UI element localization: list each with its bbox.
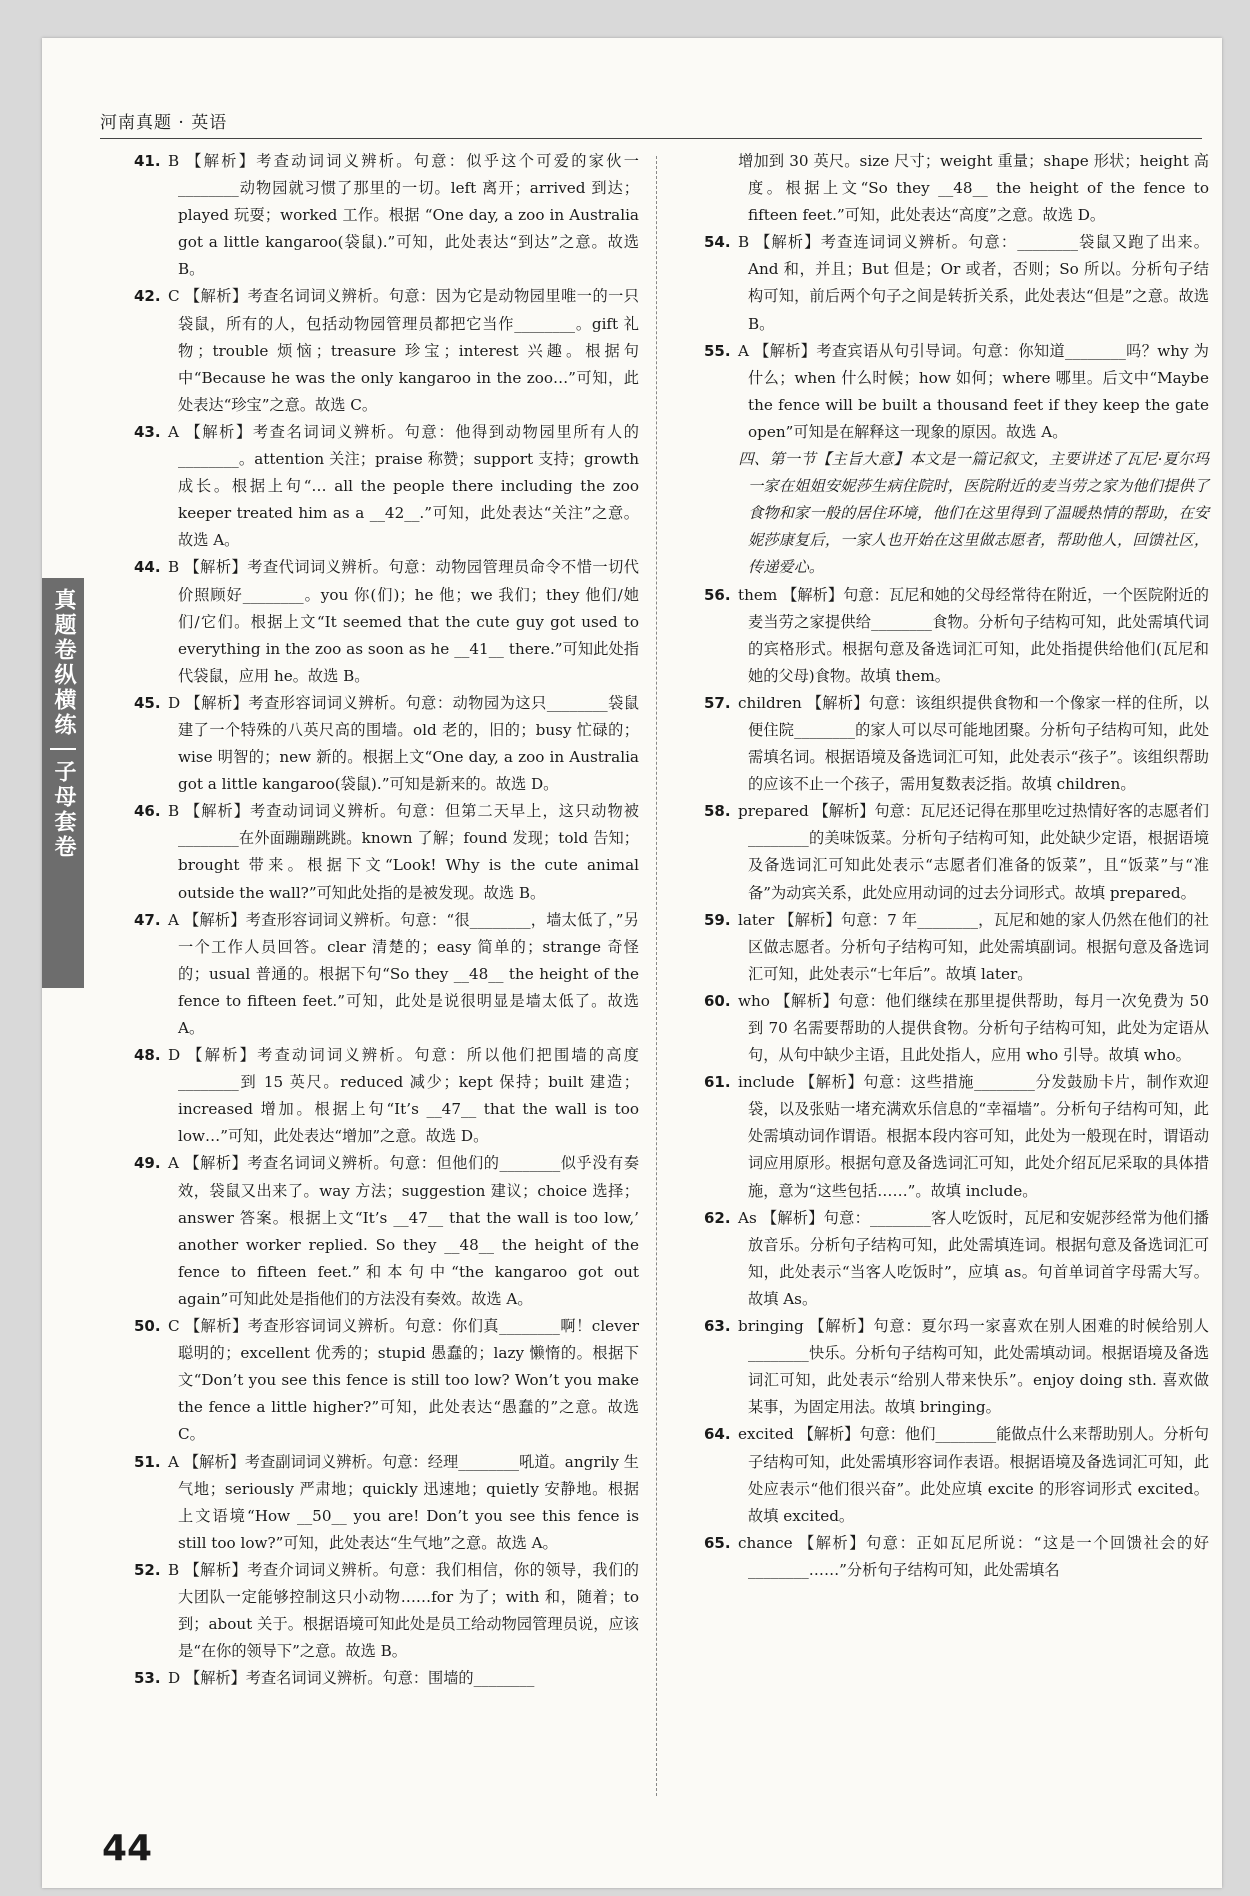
page-header: 河南真题 · 英语 (100, 113, 228, 133)
answer-item (134, 907, 639, 1042)
question-number: 52. (134, 1560, 161, 1579)
answer-text: them 【解析】句意：瓦尼和她的父母经常待在附近，一个医院附近的麦当劳之家提供给________食物。分析句子结构可知，此处需填代词的宾格形式。根据句意及备选词汇可知，此处指提供给他们(瓦尼和她的父母)食物。故填 them。 (738, 585, 1209, 685)
answer-item (134, 1042, 639, 1150)
question-number: 53. (134, 1669, 161, 1688)
answer-item (134, 419, 639, 554)
answer-text: B 【解析】考查连词词义辨析。句意：________袋鼠又跑了出来。And 和，并且；But 但是；Or 或者，否则；So 所以。分析句子结构可知，前后两个句子之间是转折关系，此处表达“但是”之意。故选 B。 (738, 233, 1209, 333)
answer-item (704, 1205, 1209, 1313)
side-tab (42, 578, 84, 988)
question-number: 62. (704, 1208, 731, 1227)
question-number: 42. (134, 287, 161, 306)
question-number: 63. (704, 1317, 731, 1336)
answer-item (704, 1069, 1209, 1204)
answer-text: D 【解析】考查名词词义辨析。句意：围墙的________ (168, 1669, 535, 1688)
answer-item (704, 988, 1209, 1069)
answer-text: A 【解析】考查宾语从句引导词。句意：你知道________吗？why 为什么；when 什么时候；how 如何；where 哪里。后文中“Maybe the fence will be built a thousand feet if they keep the gate open”可知是在解释这一现象的原因。故选 A。 (738, 341, 1209, 441)
header-rule (100, 138, 1202, 139)
answer-item (704, 148, 1209, 229)
column-divider (656, 156, 657, 1796)
question-number: 46. (134, 802, 161, 821)
page (42, 38, 1222, 1888)
answer-item (704, 229, 1209, 337)
answer-item (134, 798, 639, 906)
section-summary-text: 四、第一节【主旨大意】本文是一篇记叙文，主要讲述了瓦尼·夏尔玛一家在姐姐安妮莎生病住院时，医院附近的麦当劳之家为他们提供了食物和家一般的居住环境，他们在这里得到了温暖热情的帮助，在安妮莎康复后，一家人也开始在这里做志愿者，帮助他人，回馈社区，传递爱心。 (738, 450, 1209, 577)
answer-text: C 【解析】考查形容词词义辨析。句意：你们真________啊！clever 聪明的；excellent 优秀的；stupid 愚蠢的；lazy 懒惰的。根据下文“Don’t you see this fence is still too low? Won’t you make the fence a little higher?”可知，此处表达“愚蠢的”之意。故选 C。 (168, 1317, 639, 1444)
answer-text: include 【解析】句意：这些措施________分发鼓励卡片，制作欢迎袋，以及张贴一堵充满欢乐信息的“幸福墙”。分析句子结构可知，此处需填动词作谓语。根据本段内容可知，此处为一般现在时，谓语动词应用原形。根据句意及备选词汇可知，此处介绍瓦尼采取的具体措施，意为“这些包括……”。故填 include。 (738, 1073, 1209, 1200)
question-number: 64. (704, 1425, 731, 1444)
page-number: 44 (102, 1828, 153, 1869)
answer-text: prepared 【解析】句意：瓦尼还记得在那里吃过热情好客的志愿者们________的美味饭菜。分析句子结构可知，此处缺少定语，根据语境及备选词汇可知此处表示“志愿者们准备的饭菜”，且“饭菜”与“准备”为动宾关系，此处应用动词的过去分词形式。故填 prepared。 (738, 802, 1209, 902)
question-number: 50. (134, 1317, 161, 1336)
question-number: 57. (704, 693, 731, 712)
question-number: 60. (704, 991, 731, 1010)
question-number: 58. (704, 802, 731, 821)
question-number: 54. (704, 233, 731, 252)
answer-text: B 【解析】考查动词词义辨析。句意：但第二天早上，这只动物被________在外面蹦蹦跳跳。known 了解；found 发现；told 告知；brought 带来。根据下文“Look! Why is the cute animal outside the wall?”可知此处指的是被发现。故选 B。 (168, 802, 639, 902)
question-number: 59. (704, 910, 731, 929)
question-number: 44. (134, 558, 161, 577)
answer-text: B 【解析】考查动词词义辨析。句意：似乎这个可爱的家伙一________动物园就习惯了那里的一切。left 离开；arrived 到达；played 玩耍；worked 工作。根据 “One day, a zoo in Australia got a little kangaroo(袋鼠).”可知，此处表达“到达”之意。故选 B。 (168, 152, 639, 279)
answer-item (704, 582, 1209, 690)
right-answer-column (704, 148, 1209, 1584)
answer-item (134, 1150, 639, 1313)
answer-item (704, 338, 1209, 446)
answer-text: who 【解析】句意：他们继续在那里提供帮助，每月一次免费为 50 到 70 名需要帮助的人提供食物。分析句子结构可知，此处为定语从句，从句中缺少主语，且此处指人，应用 who 引导。故填 who。 (738, 991, 1209, 1065)
side-tab-top-label: 真题卷纵横练 (51, 588, 76, 738)
answer-item (134, 690, 639, 798)
question-number: 56. (704, 585, 731, 604)
side-tab-bottom-label: 子母套卷 (51, 760, 76, 860)
answer-item (704, 798, 1209, 906)
answer-item (134, 148, 639, 283)
question-number: 43. (134, 422, 161, 441)
answer-item (704, 1313, 1209, 1421)
answer-text: D 【解析】考查形容词词义辨析。句意：动物园为这只________袋鼠建了一个特殊的八英尺高的围墙。old 老的，旧的；busy 忙碌的；wise 明智的；new 新的。根据上文“One day, a zoo in Australia got a little kangaroo(袋鼠).”可知是新来的。故选 D。 (168, 693, 639, 794)
answer-text: D 【解析】考查动词词义辨析。句意：所以他们把围墙的高度________到 15 英尺。reduced 减少；kept 保持；built 建造；increased 增加。根据上句“It’s __47__ that the wall is too low…”可知，此处表达“增加”之意。故选 D。 (168, 1046, 639, 1146)
question-number: 65. (704, 1533, 731, 1552)
question-number: 47. (134, 910, 161, 929)
answer-text: chance 【解析】句意：正如瓦尼所说：“这是一个回馈社会的好________……”分析句子结构可知，此处需填名 (738, 1533, 1209, 1579)
answer-text: B 【解析】考查介词词义辨析。句意：我们相信，你的领导，我们的大团队一定能够控制这只小动物……for 为了；with 和，随着；to 到；about 关于。根据语境可知此处是员工给动物园管理员说，应该是“在你的领导下”之意。故选 B。 (168, 1560, 639, 1661)
answer-text: children 【解析】句意：该组织提供食物和一个像家一样的住所，以便住院________的家人可以尽可能地团聚。分析句子结构可知，此处需填名词。根据语境及备选词汇可知，此处表示“孩子”。该组织帮助的应该不止一个孩子，需用复数表泛指。故填 children。 (738, 693, 1209, 794)
answer-text: 增加到 30 英尺。size 尺寸；weight 重量；shape 形状；height 高度。根据上文“So they __48__ the height of the fence to fifteen feet.”可知，此处表达“高度”之意。故选 D。 (738, 152, 1209, 225)
answer-text: B 【解析】考查代词词义辨析。句意：动物园管理员命令不惜一切代价照顾好________。you 你(们)；he 他；we 我们；they 他们/她们/它们。根据上文“It seemed that the cute guy got used to everything in the zoo as soon as he __41__ there.”可知此处指代袋鼠，应用 he。故选 B。 (168, 558, 639, 685)
answer-item (704, 1530, 1209, 1584)
answer-item (134, 1449, 639, 1557)
answer-text: As 【解析】句意：________客人吃饭时，瓦尼和安妮莎经常为他们播放音乐。分析句子结构可知，此处需填连词。根据句意及备选词汇可知，此处表示“当客人吃饭时”，应填 as。句首单词首字母需大写。故填 As。 (738, 1208, 1209, 1308)
question-number: 41. (134, 152, 161, 170)
answer-text: A 【解析】考查名词词义辨析。句意：但他们的________似乎没有奏效，袋鼠又出来了。way 方法；suggestion 建议；choice 选择；answer 答案。根据上文“It’s __47__ that the wall is too low,’ another worker replied. So they __48__ the height of the fence to fifteen feet.”和本句中“the kangaroo got out again”可知此处是指他们的方法没有奏效。故选 A。 (168, 1154, 639, 1308)
question-number: 61. (704, 1073, 731, 1092)
answer-item (134, 1665, 639, 1692)
question-number: 55. (704, 341, 731, 360)
answer-item (134, 1313, 639, 1448)
answer-text: later 【解析】句意：7 年________，瓦尼和她的家人仍然在他们的社区做志愿者。分析句子结构可知，此处需填副词。根据句意及备选词汇可知，此处表示“七年后”。故填 later。 (738, 910, 1209, 983)
answer-item (134, 554, 639, 689)
answer-text: A 【解析】考查形容词词义辨析。句意：“很________，墙太低了，”另一个工作人员回答。clear 清楚的；easy 简单的；strange 奇怪的；usual 普通的。根据下句“So they __48__ the height of the fence to fifteen feet.”可知，此处是说很明显是墙太低了。故选 A。 (168, 910, 639, 1037)
question-number: 48. (134, 1046, 161, 1065)
question-number: 45. (134, 693, 161, 712)
answer-item (134, 1557, 639, 1665)
answer-item (134, 283, 639, 418)
answer-text: C 【解析】考查名词词义辨析。句意：因为它是动物园里唯一的一只袋鼠，所有的人，包括动物园管理员都把它当作________。gift 礼物；trouble 烦恼；treasure 珍宝；interest 兴趣。根据句中“Because he was the only kangaroo in the zoo…”可知，此处表达“珍宝”之意。故选 C。 (168, 287, 639, 414)
answer-item (704, 907, 1209, 988)
question-number: 49. (134, 1154, 161, 1173)
question-number: 51. (134, 1452, 161, 1471)
section-summary (704, 446, 1209, 581)
side-tab-separator (50, 748, 76, 750)
answer-text: A 【解析】考查副词词义辨析。句意：经理________吼道。angrily 生气地；seriously 严肃地；quickly 迅速地；quietly 安静地。根据上文语境“How __50__ you are! Don’t you see this fence is still too low?”可知，此处表达“生气地”之意。故选 A。 (168, 1452, 639, 1552)
answer-text: A 【解析】考查名词词义辨析。句意：他得到动物园里所有人的________。attention 关注；praise 称赞；support 支持；growth 成长。根据上句“… all the people there including the zoo keeper treated him as a __42__.”可知，此处表达“关注”之意。故选 A。 (168, 422, 639, 550)
left-answer-column (134, 148, 639, 1692)
answer-item (704, 1421, 1209, 1529)
answer-text: excited 【解析】句意：他们________能做点什么来帮助别人。分析句子结构可知，此处需填形容词作表语。根据语境及备选词汇可知，此处应表示“他们很兴奋”。此处应填 excite 的形容词形式 excited。故填 excited。 (738, 1425, 1209, 1525)
answer-item (704, 690, 1209, 798)
answer-text: bringing 【解析】句意：夏尔玛一家喜欢在别人困难的时候给别人________快乐。分析句子结构可知，此处需填动词。根据语境及备选词汇可知，此处表示“给别人带来快乐”。enjoy doing sth. 喜欢做某事，为固定用法。故填 bringing。 (738, 1317, 1209, 1417)
